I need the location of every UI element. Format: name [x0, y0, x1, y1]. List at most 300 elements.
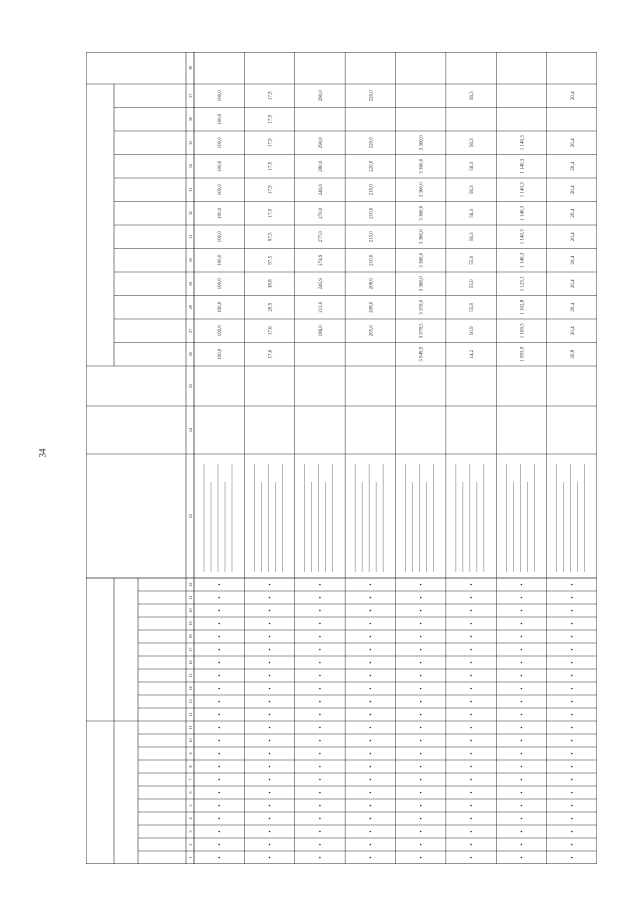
code-digit-mark	[269, 701, 271, 703]
column-number: 31	[188, 234, 193, 239]
row-value: 17,6	[268, 349, 274, 359]
code-digit-mark	[521, 597, 523, 599]
code-digit-mark	[571, 610, 573, 612]
code-digit-mark	[370, 844, 372, 846]
code-digit-mark	[319, 610, 321, 612]
code-digit-mark	[521, 584, 523, 586]
code-digit-mark	[218, 766, 220, 768]
code-digit-mark	[319, 727, 321, 729]
code-digit-mark	[521, 753, 523, 755]
code-digit-mark	[571, 831, 573, 833]
code-digit-mark	[319, 675, 321, 677]
code-digit-mark	[571, 857, 573, 859]
row-value: 100,0	[218, 137, 224, 149]
row-value: 3 360,0	[419, 158, 425, 174]
code-digit-mark	[319, 649, 321, 651]
code-digit-mark	[521, 766, 523, 768]
row-value: 1 140,3	[520, 135, 526, 151]
row-value: 3 360,0	[419, 205, 425, 221]
code-digit-mark	[470, 610, 472, 612]
code-digit-mark	[521, 740, 523, 742]
column-number: 14	[188, 686, 193, 691]
row-value: 56,3	[470, 138, 476, 148]
row-value: 277,0	[318, 231, 324, 243]
code-digit-mark	[470, 766, 472, 768]
code-digit-mark	[521, 857, 523, 859]
code-digit-mark	[218, 701, 220, 703]
code-digit-mark	[420, 662, 422, 664]
row-value: 3 078,5	[419, 323, 425, 339]
code-digit-mark	[470, 844, 472, 846]
row-value: 240,0	[318, 184, 324, 196]
code-digit-mark	[420, 818, 422, 820]
row-value: 56,3	[470, 161, 476, 171]
code-digit-mark	[420, 766, 422, 768]
code-digit-mark	[218, 753, 220, 755]
code-digit-mark	[370, 831, 372, 833]
code-digit-mark	[521, 844, 523, 846]
code-digit-mark	[521, 805, 523, 807]
row-value: 3 360,0	[419, 182, 425, 198]
column-number: 33	[188, 187, 193, 192]
row-value: 274,9	[318, 254, 324, 266]
code-digit-mark	[319, 753, 321, 755]
row-value: 211,0	[318, 301, 324, 313]
code-digit-mark	[571, 701, 573, 703]
code-digit-mark	[269, 584, 271, 586]
row-value: 17,9	[268, 208, 274, 218]
code-digit-mark	[370, 649, 372, 651]
code-digit-mark	[521, 636, 523, 638]
row-value: 1 125,1	[520, 276, 526, 292]
row-value: 55,0	[470, 255, 476, 265]
table-grid	[86, 52, 597, 864]
row-value: 1 140,3	[520, 252, 526, 268]
row-value: 1 100,5	[520, 323, 526, 339]
row-value: 100,0	[218, 160, 224, 172]
row-value: 210,0	[369, 184, 375, 196]
code-digit-mark	[470, 584, 472, 586]
row-value: 100,0	[218, 113, 224, 125]
row-value: 20,4	[570, 302, 576, 312]
code-digit-mark	[571, 753, 573, 755]
row-value: 270,0	[318, 207, 324, 219]
column-number: 26	[188, 352, 193, 357]
code-digit-mark	[521, 792, 523, 794]
column-number: 25	[188, 384, 193, 388]
code-digit-mark	[370, 857, 372, 859]
code-digit-mark	[370, 805, 372, 807]
code-digit-mark	[571, 844, 573, 846]
column-number: 4	[188, 817, 193, 820]
column-number: 17	[188, 647, 193, 652]
column-number: 1	[188, 856, 193, 859]
row-value: 205,0	[369, 325, 375, 337]
code-digit-mark	[470, 740, 472, 742]
code-digit-mark	[571, 688, 573, 690]
code-digit-mark	[521, 831, 523, 833]
row-value: 20,4	[570, 232, 576, 242]
column-number: 29	[188, 281, 193, 286]
code-digit-mark	[470, 753, 472, 755]
code-digit-mark	[218, 740, 220, 742]
row-value: 55,0	[470, 279, 476, 289]
code-digit-mark	[470, 662, 472, 664]
code-digit-mark	[420, 805, 422, 807]
code-digit-mark	[218, 610, 220, 612]
code-digit-mark	[521, 675, 523, 677]
code-digit-mark	[218, 584, 220, 586]
code-digit-mark	[470, 597, 472, 599]
code-digit-mark	[269, 753, 271, 755]
code-digit-mark	[470, 675, 472, 677]
code-digit-mark	[269, 792, 271, 794]
row-value: 56,3	[470, 185, 476, 195]
code-digit-mark	[269, 857, 271, 859]
column-number: 18	[188, 634, 193, 639]
code-digit-mark	[420, 610, 422, 612]
row-value: 290,0	[318, 137, 324, 149]
row-value: 3 359,0	[419, 299, 425, 315]
column-number: 6	[188, 791, 193, 794]
code-digit-mark	[218, 779, 220, 781]
row-value: 100,0	[218, 348, 224, 360]
row-value: 3 049,9	[419, 346, 425, 362]
code-digit-mark	[269, 831, 271, 833]
code-digit-mark	[370, 636, 372, 638]
code-digit-mark	[269, 675, 271, 677]
row-value: 100,0	[218, 278, 224, 290]
column-number: 36	[188, 117, 193, 122]
code-digit-mark	[420, 831, 422, 833]
code-digit-mark	[370, 662, 372, 664]
code-digit-mark	[420, 727, 422, 729]
row-value: 100,0	[218, 325, 224, 337]
column-number: 19	[188, 621, 193, 626]
column-number: 9	[188, 752, 193, 755]
column-number: 22	[188, 582, 193, 587]
program-indicators-table	[86, 52, 597, 864]
row-value: 1 102,8	[520, 299, 526, 315]
row-value: 50,9	[470, 326, 476, 336]
row-value: 97,5	[268, 255, 274, 265]
code-digit-mark	[571, 597, 573, 599]
code-digit-mark	[470, 727, 472, 729]
code-digit-mark	[370, 766, 372, 768]
code-digit-mark	[370, 688, 372, 690]
code-digit-mark	[269, 610, 271, 612]
code-digit-mark	[319, 584, 321, 586]
code-digit-mark	[571, 779, 573, 781]
code-digit-mark	[571, 662, 573, 664]
page-number: 34	[37, 448, 48, 458]
column-number: 35	[188, 140, 193, 145]
row-value: 56,3	[470, 208, 476, 218]
row-value: 210,0	[369, 254, 375, 266]
code-digit-mark	[420, 584, 422, 586]
row-value: 220,0	[369, 137, 375, 149]
code-digit-mark	[571, 675, 573, 677]
row-value: 280,0	[318, 160, 324, 172]
code-digit-mark	[571, 636, 573, 638]
column-number: 8	[188, 765, 193, 768]
code-digit-mark	[370, 701, 372, 703]
code-digit-mark	[470, 805, 472, 807]
code-digit-mark	[319, 818, 321, 820]
row-value: 220,0	[369, 160, 375, 172]
code-digit-mark	[370, 753, 372, 755]
column-number: 23	[188, 514, 193, 518]
code-digit-mark	[521, 688, 523, 690]
code-digit-mark	[571, 766, 573, 768]
row-value: 17,9	[268, 91, 274, 101]
row-value: 1 140,3	[520, 182, 526, 198]
code-digit-mark	[218, 831, 220, 833]
row-value: 20,4	[570, 138, 576, 148]
code-digit-mark	[470, 636, 472, 638]
row-value: 100,0	[218, 207, 224, 219]
code-digit-mark	[269, 636, 271, 638]
row-value: 1 140,3	[520, 158, 526, 174]
code-digit-mark	[370, 714, 372, 716]
code-digit-mark	[370, 740, 372, 742]
code-digit-mark	[218, 844, 220, 846]
row-value: 97,5	[268, 232, 274, 242]
code-digit-mark	[269, 714, 271, 716]
code-digit-mark	[218, 805, 220, 807]
code-digit-mark	[571, 623, 573, 625]
column-number: 37	[188, 93, 193, 98]
code-digit-mark	[218, 597, 220, 599]
code-digit-mark	[420, 857, 422, 859]
row-value: 290,0	[318, 90, 324, 102]
column-number: 28	[188, 305, 193, 310]
row-value: 208,0	[369, 301, 375, 313]
column-number: 24	[188, 428, 193, 432]
code-digit-mark	[269, 779, 271, 781]
row-value: 20,8	[570, 349, 576, 359]
code-digit-mark	[470, 688, 472, 690]
column-number: 20	[188, 608, 193, 613]
code-digit-mark	[521, 610, 523, 612]
row-value: 17,9	[268, 114, 274, 124]
code-digit-mark	[470, 649, 472, 651]
row-value: 14,2	[470, 349, 476, 359]
code-digit-mark	[218, 792, 220, 794]
code-digit-mark	[218, 649, 220, 651]
code-digit-mark	[319, 597, 321, 599]
code-digit-mark	[319, 844, 321, 846]
code-digit-mark	[470, 714, 472, 716]
code-digit-mark	[269, 649, 271, 651]
code-digit-mark	[269, 623, 271, 625]
code-digit-mark	[218, 727, 220, 729]
row-value: 3 360,0	[419, 276, 425, 292]
code-digit-mark	[470, 857, 472, 859]
row-value: 215,0	[369, 231, 375, 243]
column-number: 12	[188, 712, 193, 717]
column-number: 32	[188, 211, 193, 216]
column-number: 7	[188, 778, 193, 781]
column-number: 30	[188, 258, 193, 263]
code-digit-mark	[319, 701, 321, 703]
row-value: 17,9	[268, 138, 274, 148]
code-digit-mark	[521, 649, 523, 651]
row-value: 100,0	[218, 254, 224, 266]
column-number: 16	[188, 660, 193, 665]
code-digit-mark	[218, 636, 220, 638]
code-digit-mark	[269, 727, 271, 729]
row-value: 3 360,0	[419, 229, 425, 245]
row-value: 20,4	[570, 279, 576, 289]
row-value: 56,3	[470, 232, 476, 242]
code-digit-mark	[319, 779, 321, 781]
code-digit-mark	[470, 701, 472, 703]
column-number: 5	[188, 804, 193, 807]
table-rotated-group	[86, 52, 597, 864]
column-number: 2	[188, 843, 193, 846]
code-digit-mark	[218, 818, 220, 820]
code-digit-mark	[370, 727, 372, 729]
code-digit-mark	[370, 792, 372, 794]
code-digit-mark	[420, 675, 422, 677]
code-digit-mark	[521, 727, 523, 729]
code-digit-mark	[370, 623, 372, 625]
code-digit-mark	[319, 792, 321, 794]
code-digit-mark	[521, 662, 523, 664]
column-number: 11	[188, 725, 193, 730]
code-digit-mark	[269, 688, 271, 690]
code-digit-mark	[571, 805, 573, 807]
row-value: 1 093,9	[520, 346, 526, 362]
row-value: 210,0	[369, 207, 375, 219]
row-value: 20,4	[570, 255, 576, 265]
code-digit-mark	[319, 714, 321, 716]
code-digit-mark	[319, 857, 321, 859]
code-digit-mark	[218, 623, 220, 625]
code-digit-mark	[319, 766, 321, 768]
code-digit-mark	[470, 779, 472, 781]
code-digit-mark	[571, 792, 573, 794]
row-value: 20,9	[268, 302, 274, 312]
row-value: 3 360,0	[419, 252, 425, 268]
column-number: 10	[188, 738, 193, 743]
code-digit-mark	[218, 662, 220, 664]
code-digit-mark	[269, 766, 271, 768]
code-digit-mark	[319, 662, 321, 664]
code-digit-mark	[319, 805, 321, 807]
row-value: 100,0	[218, 184, 224, 196]
code-digit-mark	[319, 623, 321, 625]
code-digit-mark	[571, 740, 573, 742]
code-digit-mark	[470, 818, 472, 820]
code-digit-mark	[370, 584, 372, 586]
code-digit-mark	[571, 714, 573, 716]
code-digit-mark	[470, 623, 472, 625]
code-digit-mark	[420, 779, 422, 781]
code-digit-mark	[370, 597, 372, 599]
code-digit-mark	[521, 818, 523, 820]
row-value: 38,8	[268, 279, 274, 289]
code-digit-mark	[319, 740, 321, 742]
code-digit-mark	[269, 740, 271, 742]
code-digit-mark	[420, 623, 422, 625]
row-value: 100,0	[218, 231, 224, 243]
row-value: 100,0	[218, 301, 224, 313]
code-digit-mark	[269, 597, 271, 599]
code-digit-mark	[269, 818, 271, 820]
code-digit-mark	[218, 688, 220, 690]
code-digit-mark	[370, 818, 372, 820]
code-digit-mark	[420, 636, 422, 638]
code-digit-mark	[370, 675, 372, 677]
row-value: 1 140,3	[520, 205, 526, 221]
row-value: 20,4	[570, 161, 576, 171]
row-value: 245,9	[318, 278, 324, 290]
row-value: 17,9	[268, 185, 274, 195]
code-digit-mark	[269, 805, 271, 807]
code-digit-mark	[269, 844, 271, 846]
code-digit-mark	[470, 831, 472, 833]
row-value: 55,0	[470, 302, 476, 312]
code-digit-mark	[521, 623, 523, 625]
code-digit-mark	[420, 714, 422, 716]
code-digit-mark	[319, 636, 321, 638]
column-number: 34	[188, 164, 193, 169]
code-digit-mark	[571, 818, 573, 820]
code-digit-mark	[470, 792, 472, 794]
code-digit-mark	[370, 779, 372, 781]
code-digit-mark	[420, 844, 422, 846]
code-digit-mark	[218, 675, 220, 677]
row-value: 186,0	[318, 325, 324, 337]
code-digit-mark	[521, 714, 523, 716]
row-value: 1 140,3	[520, 229, 526, 245]
row-value: 208,0	[369, 278, 375, 290]
code-digit-mark	[420, 701, 422, 703]
table-svg	[86, 52, 597, 864]
row-value: 100,0	[218, 90, 224, 102]
row-value: 20,4	[570, 208, 576, 218]
row-value: 20,4	[570, 185, 576, 195]
code-digit-mark	[420, 792, 422, 794]
row-value: 20,4	[570, 326, 576, 336]
row-value: 17,9	[268, 161, 274, 171]
column-number: 15	[188, 673, 193, 678]
code-digit-mark	[571, 649, 573, 651]
row-value: 3 360,0	[419, 135, 425, 151]
code-digit-mark	[420, 688, 422, 690]
code-digit-mark	[420, 597, 422, 599]
code-digit-mark	[521, 779, 523, 781]
code-digit-mark	[420, 753, 422, 755]
column-number: 3	[188, 830, 193, 833]
code-digit-mark	[319, 831, 321, 833]
row-value: 17,6	[268, 326, 274, 336]
code-digit-mark	[571, 584, 573, 586]
code-digit-mark	[319, 688, 321, 690]
row-value: 20,4	[570, 91, 576, 101]
row-value: 56,3	[470, 91, 476, 101]
code-digit-mark	[218, 714, 220, 716]
code-digit-mark	[420, 649, 422, 651]
column-number: 27	[188, 328, 193, 333]
code-digit-mark	[269, 662, 271, 664]
column-number: 21	[188, 595, 193, 600]
code-digit-mark	[218, 857, 220, 859]
code-digit-mark	[571, 727, 573, 729]
code-digit-mark	[521, 701, 523, 703]
